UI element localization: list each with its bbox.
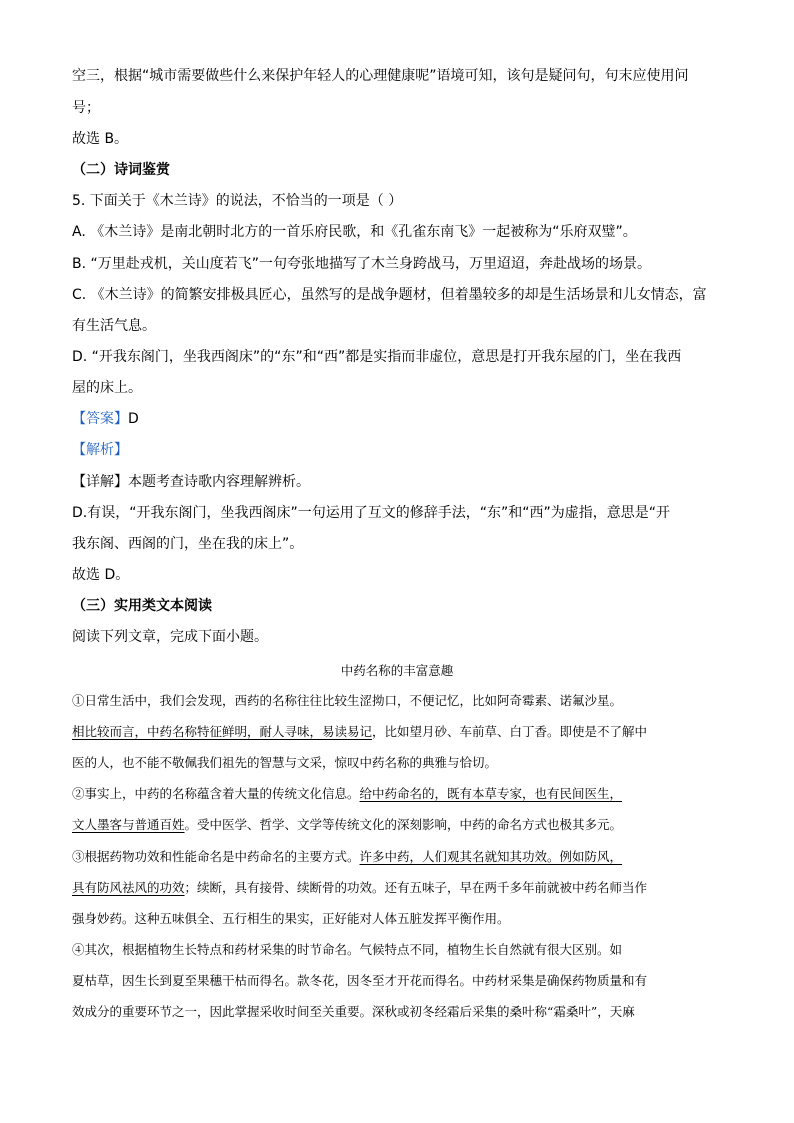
article-text: ；续断，具有接骨、续断骨的功效。还有五味子，早在两千多年前就被中药名师当作 (184, 880, 648, 895)
option-d-cont: 屋的床上。 (72, 380, 142, 396)
article-text: ③根据药物功效和性能命名是中药命名的主要方式。 (72, 849, 360, 864)
option-c-cont: 有生活气息。 (72, 318, 156, 334)
option-a: A. 《木兰诗》是南北朝时北方的一首乐府民歌，和《孔雀东南飞》一起被称为“乐府双璧”。 (72, 224, 637, 240)
article-line (72, 784, 622, 804)
article-text: ②事实上，中药的名称蕴含着大量的传统文化信息。 (72, 786, 360, 801)
option-b: B. “万里赴戎机，关山度若飞”一句夸张地描写了木兰身跨战马，万里迢迢，奔赴战场的场景。 (72, 256, 652, 272)
underlined-text: 相比较而言，中药名称特征鲜明，耐人寻味，易读易记 (72, 724, 373, 739)
article-line (72, 815, 622, 835)
underlined-text: 给中药命名的，既有本草专家，也有民间医生， (359, 786, 623, 801)
article-line (72, 722, 647, 742)
answer-value: D (128, 411, 139, 427)
text-line: 号； (72, 100, 100, 116)
article-line: 强身妙药。这种五味俱全、五行相生的果实，正好能对人体五脏发挥平衡作用。 (72, 911, 510, 926)
article-line (72, 847, 622, 867)
article-text: ，比如望月砂、车前草、白丁香。即使是不了解中 (372, 724, 648, 739)
section-heading-poetry: （二）诗词鉴赏 (72, 162, 170, 178)
detail-tag: 【详解】 (72, 474, 128, 490)
analysis-tag: 【解析】 (72, 442, 128, 458)
article-line: ④其次，根据植物生长特点和药材采集的时节命名。气候特点不同，植物生长自然就有很大区别。如 (72, 942, 623, 957)
article-line: 夏枯草，因生长到夏至果穗干枯而得名。款冬花，因冬至才开花而得名。中药材采集是确保药物质量和有 (72, 973, 648, 988)
article-line (72, 878, 647, 898)
article-text: 。受中医学、哲学、文学等传统文化的深刻影响，中药的命名方式也极其多元。 (184, 817, 623, 832)
detail-text: 本题考查诗歌内容理解辨析。 (128, 474, 310, 490)
underlined-text: 具有防风祛风的功效 (72, 880, 185, 895)
article-line: ①日常生活中，我们会发现，西药的名称往往比较生涩拗口，不便记忆，比如阿奇霉素、诺氟沙星。 (72, 693, 623, 708)
question-5: 5. 下面关于《木兰诗》的说法，不恰当的一项是（ ） (72, 193, 403, 209)
article-title: 中药名称的丰富意趣 (340, 663, 454, 678)
explanation-line: D.有误，“开我东阁门，坐我西阁床”一句运用了互文的修辞手法，“东”和“西”为虚指，意思是“开 (72, 505, 670, 521)
article-line: 医的人，也不能不敬佩我们祖先的智慧与文采，惊叹中药名称的典雅与恰切。 (72, 755, 498, 770)
answer-line (72, 409, 139, 429)
detail-line (72, 472, 310, 492)
text-line: 故选 B。 (72, 131, 129, 147)
text-line: 空三，根据“城市需要做些什么来保护年轻人的心理健康呢”语境可知，该句是疑问句，句末应使用问 (72, 68, 689, 84)
reading-intro: 阅读下列文章，完成下面小题。 (72, 629, 268, 645)
option-c: C. 《木兰诗》的简繁安排极具匠心，虽然写的是战争题材，但着墨较多的却是生活场景和儿女情态，富 (72, 287, 707, 303)
answer-tag: 【答案】 (72, 411, 128, 427)
underlined-text: 文人墨客与普通百姓 (72, 817, 185, 832)
explanation-line: 我东阁、西阁的门，坐在我的床上”。 (72, 536, 304, 552)
article-line: 效成分的重要环节之一，因此掌握采收时间至关重要。深秋或初冬经霜后采集的桑叶称“霜桑叶”，天麻 (72, 1004, 635, 1019)
choice-line: 故选 D。 (72, 567, 130, 583)
underlined-text: 许多中药，人们观其名就知其功效。例如防风， (359, 849, 623, 864)
section-heading-reading: （三）实用类文本阅读 (72, 598, 212, 614)
option-d: D. “开我东阁门，坐我西阁床”的“东”和“西”都是实指而非虚位，意思是打开我东屋的门，坐在我西 (72, 349, 682, 365)
